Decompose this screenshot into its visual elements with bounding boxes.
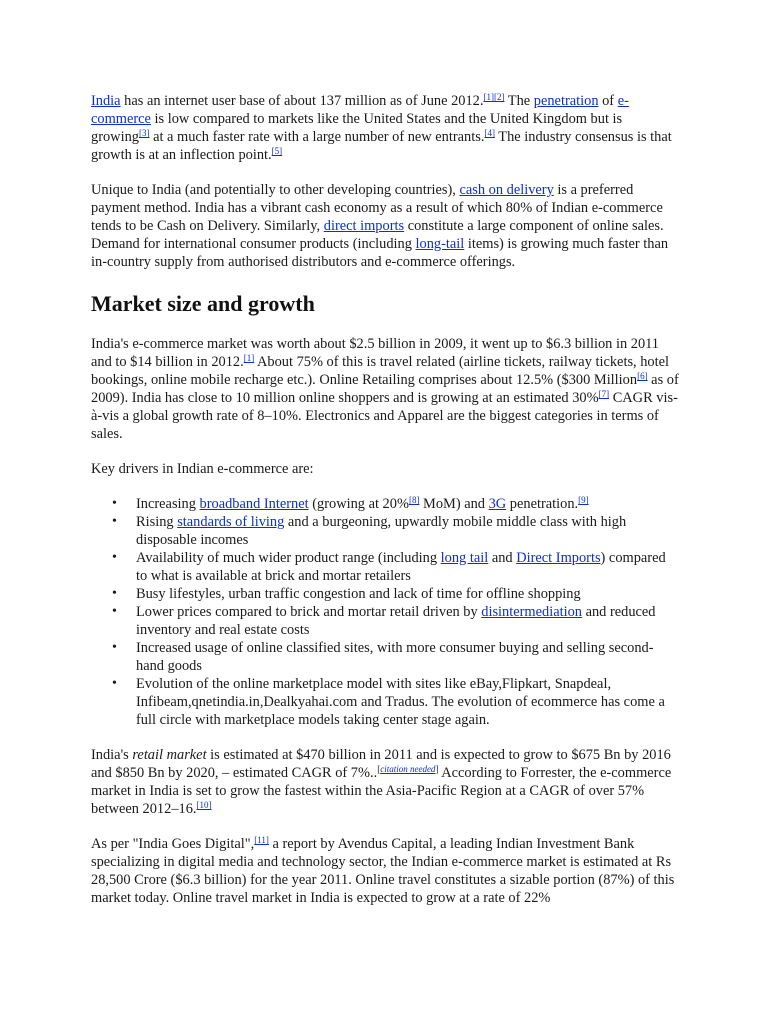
- citation: [483, 92, 504, 102]
- text: Evolution of the online marketplace model with sites like eBay,Flipkart, Snapdeal, Infibeam,qnetindia.in,Dealkyahai.com and Tradus. The evolution of ecommerce has come a full circle with marketplace models taking center stage again.: [136, 676, 665, 728]
- text: Lower prices compared to brick and mortar retail driven by: [136, 604, 482, 620]
- text: The industry consensus is that growth is at an inflection point.: [91, 129, 672, 163]
- citation: [139, 128, 150, 138]
- citation-link-7[interactable]: [7]: [598, 389, 610, 399]
- link-india[interactable]: India: [91, 93, 121, 109]
- link-long-tail[interactable]: long tail: [440, 550, 489, 566]
- text: Busy lifestyles, urban traffic congestion and lack of time for offline shopping: [136, 586, 581, 602]
- list-item: [136, 495, 680, 513]
- text: is low compared to markets like the United States and the United Kingdom but is: [150, 111, 623, 127]
- text: Increasing: [136, 496, 200, 512]
- link-broadband-internet[interactable]: broadband Internet: [199, 496, 309, 512]
- text: Increased usage of online classified sites, with more consumer buying and selling second-hand goods: [136, 640, 654, 674]
- text: Availability of much wider product range (including: [136, 550, 441, 566]
- citation-link-8[interactable]: [8]: [408, 495, 420, 505]
- link-direct-imports[interactable]: Direct Imports: [516, 550, 601, 566]
- citation: [254, 835, 269, 845]
- text: India's e-commerce market was worth about $2.5 billion in 2009, it went up to $6.3 billion in 2011 and to $14 billion in 2012.: [91, 336, 659, 370]
- text: has an internet user base of about 137 million as of June 2012.: [120, 93, 484, 109]
- section-heading: Market size and growth: [91, 291, 315, 316]
- paragraph-retail-market: [91, 746, 680, 818]
- paragraph-india-goes-digital: [91, 835, 680, 907]
- text: ) compared to what is available at brick and mortar retailers: [136, 550, 666, 584]
- link-direct-imports[interactable]: direct imports: [323, 218, 405, 234]
- link-long-tail[interactable]: long-tail: [415, 236, 465, 252]
- citation-link-1[interactable]: [1]: [483, 92, 494, 102]
- text: is a preferred payment method. India has a vibrant cash economy as a result of which 80% of Indian e-commerce tends to be Cash on Delivery. Similarly,: [91, 182, 663, 234]
- text: of: [598, 93, 618, 109]
- citation-link-10[interactable]: [10]: [196, 800, 212, 810]
- citation-link-4[interactable]: [4]: [484, 128, 495, 138]
- citation-link-1[interactable]: [1]: [243, 353, 255, 363]
- text: As per "India Goes Digital",: [91, 836, 255, 852]
- list-item: [136, 549, 680, 585]
- text: and a burgeoning, upwardly mobile middle class with high disposable incomes: [136, 514, 627, 548]
- text: According to Forrester, the e-commerce market in India is set to grow the fastest within the Asia-Pacific Region at a CAGR of over 57% between 2012–16.: [91, 765, 672, 817]
- text: a report by Avendus Capital, a leading Indian Investment Bank specializing in digital media and technology sector, the Indian e-commerce market is estimated at Rs 28,500 Crore ($6.3 billion) for the year 2011. Online travel constitutes a sizable portion (87%) of this market today. Online travel market in India is expected to grow at a rate of 22%: [91, 836, 675, 906]
- text: Unique to India (and potentially to other developing countries),: [91, 182, 460, 198]
- paragraph-market-size: [91, 335, 680, 443]
- citation-link-9[interactable]: [9]: [578, 495, 589, 505]
- list-item: [136, 513, 680, 549]
- link-penetration[interactable]: penetration: [533, 93, 599, 109]
- text: items) is growing much faster than in-country supply from authorised distributors and e-commerce offerings.: [91, 236, 669, 270]
- text: penetration.: [506, 496, 579, 512]
- list-item: [136, 603, 680, 639]
- text: constitute a large component of online sales. Demand for international consumer products (including: [91, 218, 664, 252]
- text: at a much faster rate with a large number of new entrants.: [149, 129, 485, 145]
- text: India's: [91, 747, 133, 763]
- link-e-commerce[interactable]: e-commerce: [91, 93, 629, 127]
- link-3g[interactable]: 3G: [488, 496, 507, 512]
- citation: [272, 146, 283, 156]
- text: About 75% of this is travel related (airline tickets, railway tickets, hotel bookings, online mobile recharge etc.). Online Retailing comprises about 12.5% ($300 Million: [91, 354, 670, 388]
- emphasis-retail-market: retail market: [132, 747, 207, 763]
- link-cash-on-delivery[interactable]: cash on delivery: [459, 182, 554, 198]
- list-item: [136, 675, 680, 729]
- citation: [637, 371, 648, 381]
- bracket: ]: [435, 764, 439, 774]
- citation: [599, 389, 610, 399]
- citation: [244, 353, 255, 363]
- citation-link-3[interactable]: [3]: [138, 128, 150, 138]
- link-standards-of-living[interactable]: standards of living: [177, 514, 285, 530]
- citation-link-11[interactable]: [11]: [254, 835, 269, 845]
- citation-needed-link[interactable]: citation needed: [380, 764, 436, 774]
- text: CAGR vis-à-vis a global growth rate of 8–10%. Electronics and Apparel are the biggest categories in terms of sales.: [91, 390, 678, 442]
- text: Rising: [136, 514, 178, 530]
- text: and reduced inventory and real estate costs: [136, 604, 656, 638]
- text: (growing at 20%: [308, 496, 409, 512]
- citation: [197, 800, 212, 810]
- link-disintermediation[interactable]: disintermediation: [481, 604, 582, 620]
- bracket: [: [377, 764, 381, 774]
- citation-link-2[interactable]: [2]: [493, 92, 505, 102]
- key-drivers-list: [91, 495, 680, 729]
- list-item: [136, 585, 680, 603]
- text: as of 2009). India has close to 10 million online shoppers and is growing at an estimated 30%: [91, 372, 679, 406]
- citation: [409, 495, 420, 505]
- citation-needed: [377, 764, 438, 774]
- text: and: [488, 550, 517, 566]
- citation: [578, 495, 589, 505]
- text: The: [504, 93, 534, 109]
- citation: [484, 128, 495, 138]
- paragraph-internet-users: [91, 92, 680, 164]
- text: MoM) and: [419, 496, 489, 512]
- citation-link-5[interactable]: [5]: [271, 146, 283, 156]
- paragraph-cash-on-delivery: [91, 181, 680, 271]
- text: is estimated at $470 billion in 2011 and is expected to grow to $675 Bn by 2016 and $850 Bn by 2020, – estimated CAGR of 7%..: [91, 747, 671, 781]
- paragraph-key-drivers-intro: Key drivers in Indian e-commerce are:: [91, 461, 314, 477]
- citation-link-6[interactable]: [6]: [637, 371, 648, 381]
- text: growing: [91, 129, 139, 145]
- list-item: [136, 639, 680, 675]
